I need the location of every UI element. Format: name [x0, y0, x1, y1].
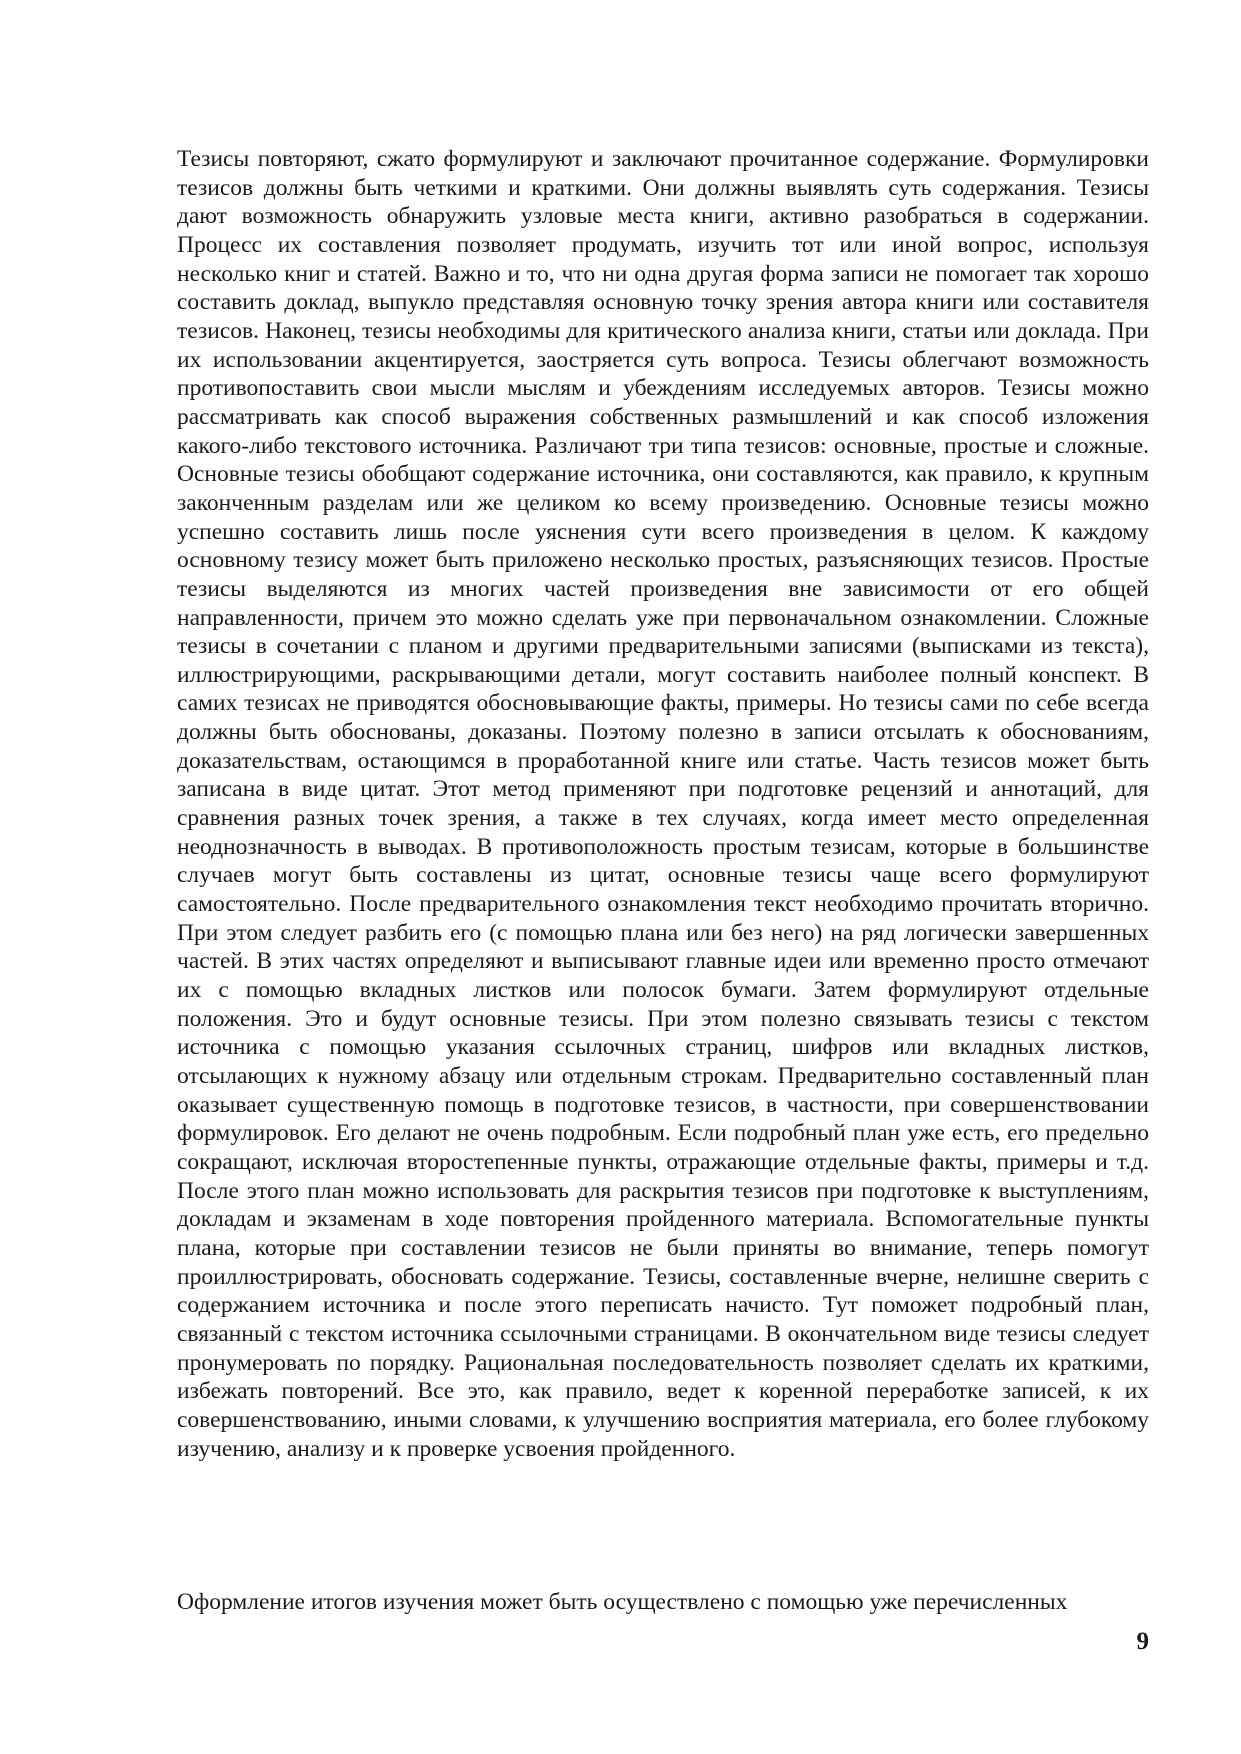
paragraph-theses: Тезисы повторяют, сжато формулируют и заключают прочитанное содержание. Формулировки тезисов должны быть четкими и краткими. Они должны выявлять суть содержания. Тезисы дают возможность обнаружить узловые места книги, активно разобраться в содержании. Процесс их составления позволяет продумать, изучить тот или иной вопрос, используя несколько книг и статей. Важно и то, что ни одна другая форма записи не помогает так хорошо составить доклад, выпукло представляя основную точку зрения автора книги или составителя тезисов. Наконец, тезисы необходимы для критического анализа книги, статьи или доклада. При их использовании акцентируется, заостряется суть вопроса. Тезисы облегчают возможность противопоставить свои мысли мыслям и убеждениям исследуемых авторов. Тезисы можно рассматривать как способ выражения собственных размышлений и как способ изложения какого-либо текстового источника. Различают три типа тезисов: основные, простые и сложные. Основные тезисы обобщают содержание источника, они составляются, как правило, к крупным законченным разделам или же целиком ко всему произведению. Основные тезисы можно успешно составить лишь после уяснения сути всего произведения в целом. К каждому основному тезису может быть приложено несколько простых, разъясняющих тезисов. Простые тезисы выделяются из многих частей произведения вне зависимости от его общей направленности, причем это можно сделать уже при первоначальном ознакомлении. Сложные тезисы в сочетании с планом и другими предварительными записями (выписками из текста), иллюстрирующими, раскрывающими детали, могут составить наиболее полный конспект. В самих тезисах не приводятся обосновывающие факты, примеры. Но тезисы сами по себе всегда должны быть обоснованы, доказаны. Поэтому полезно в записи отсылать к обоснованиям, доказательствам, остающимся в проработанной книге или статье. Часть тезисов может быть записана в виде цитат. Этот метод применяют при подготовке рецензий и аннотаций, для сравнения разных точек зрения, а также в тех случаях, когда имеет место определенная неоднозначность в выводах. В противоположность простым тезисам, которые в большинстве случаев могут быть составлены из цитат, основные тезисы чаще всего формулируют самостоятельно. После предварительного ознакомления текст необходимо прочитать вторично. При этом следует разбить его (с помощью плана или без него) на ряд логически завершенных частей. В этих частях определяют и выписывают главные идеи или временно просто отмечают их с помощью вкладных листков или полосок бумаги. Затем формулируют отдельные положения. Это и будут основные тезисы. При этом полезно связывать тезисы с текстом источника с помощью указания ссылочных страниц, шифров или вкладных листков, отсылающих к нужному абзацу или отдельным строкам. Предварительно составленный план оказывает существенную помощь в подготовке тезисов, в частности, при совершенствовании формулировок. Его делают не очень подробным. Если подробный план уже есть, его предельно сокращают, исключая второстепенные пункты, отражающие отдельные факты, примеры и т.д. После этого план можно использовать для раскрытия тезисов при подготовке к выступлениям, докладам и экзаменам в ходе повторения пройденного материала. Вспомогательные пункты плана, которые при составлении тезисов не были приняты во внимание, теперь помогут проиллюстрировать, обосновать содержание. Тезисы, составленные вчерне, нелишне сверить с содержанием источника и после этого переписать начисто. Тут поможет подробный план, связанный с текстом источника ссылочными страницами. В окончательном виде тезисы следует пронумеровать по порядку. Рациональная последовательность позволяет сделать их краткими, избежать повторений. Все это, как правило, ведет к коренной переработке записей, к их совершенствованию, иными словами, к улучшению восприятия материала, его более глубокому изучению, анализу и к проверке усвоения пройденного.: [177, 146, 1149, 1462]
paragraph-results: Оформление итогов изучения может быть осуществлено с помощью уже перечисленных: [177, 1589, 1068, 1615]
page-number: 9: [1136, 1628, 1149, 1655]
